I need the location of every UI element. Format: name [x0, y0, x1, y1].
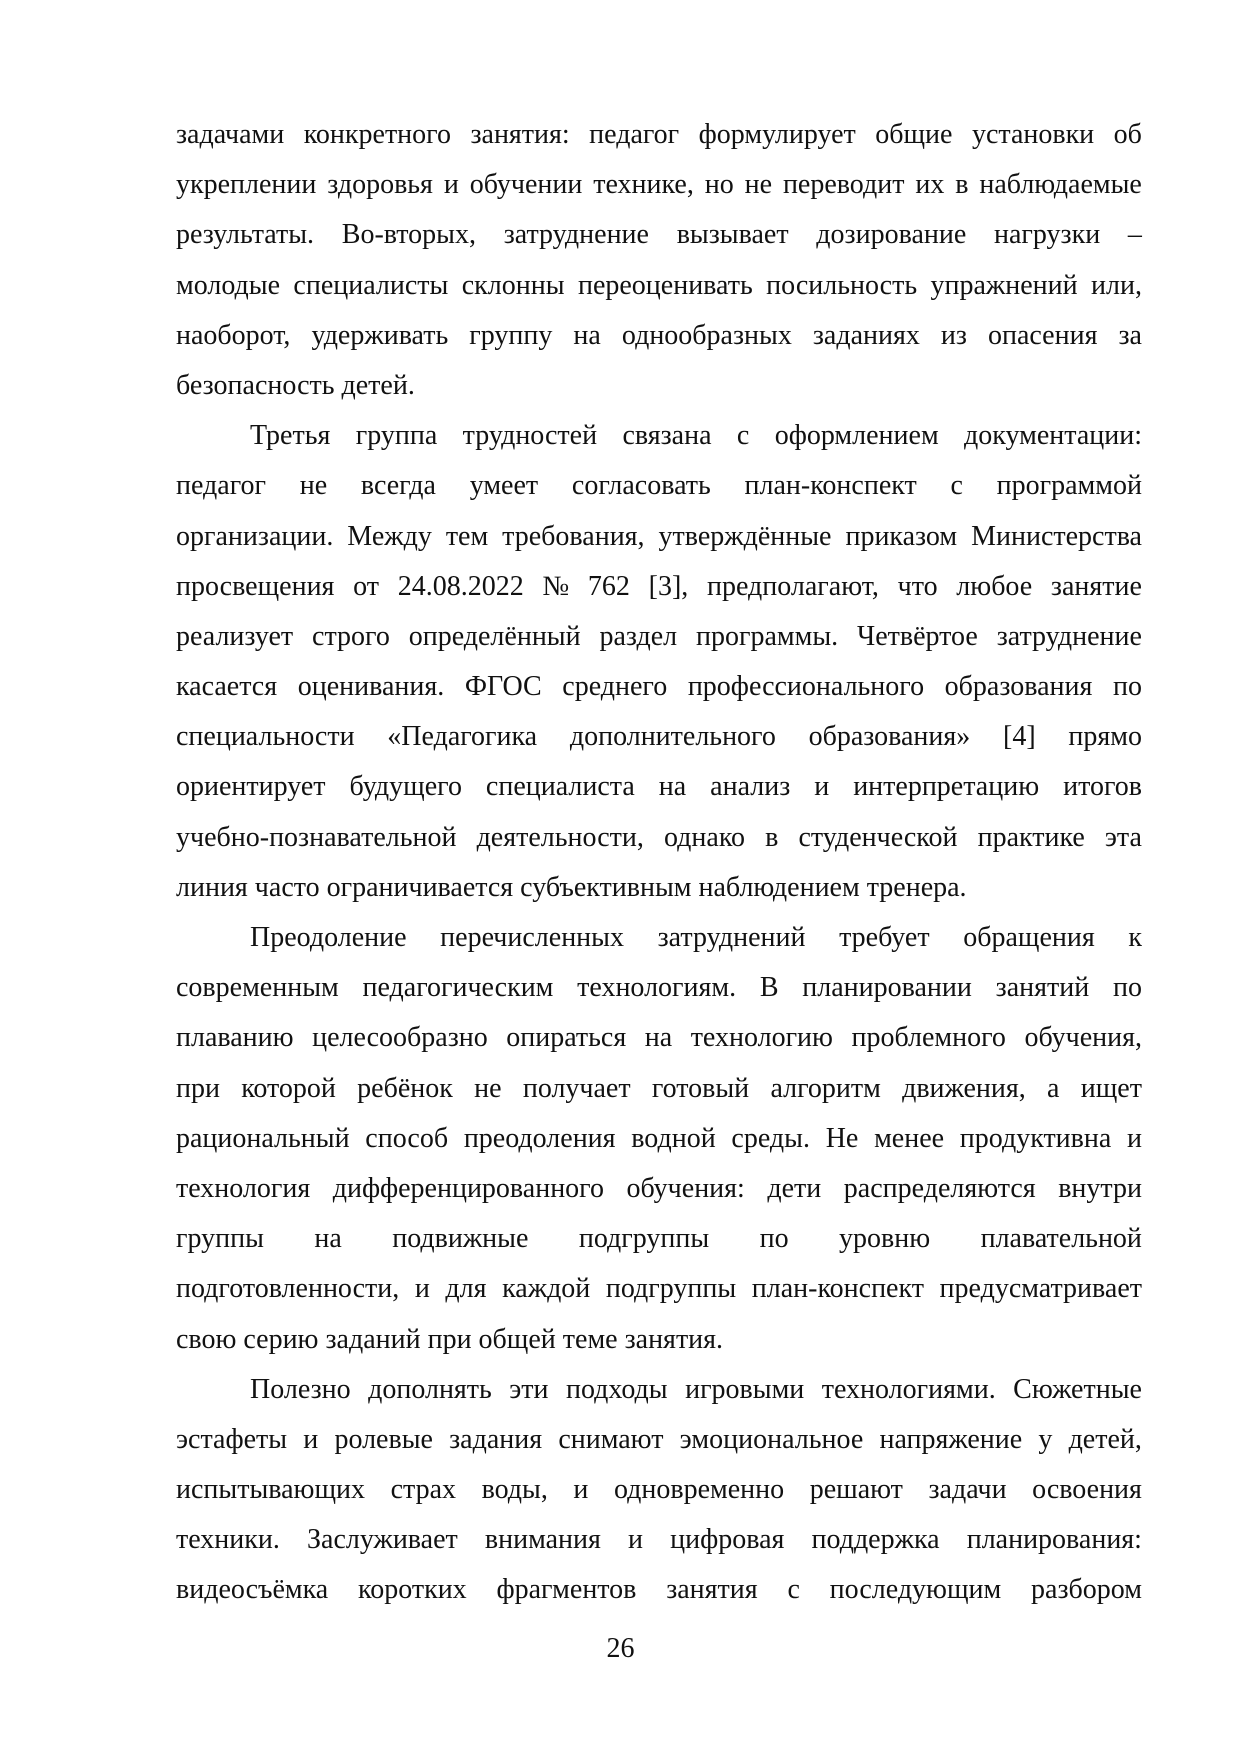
word: с	[736, 420, 750, 452]
word: учебно-познавательной	[176, 821, 457, 853]
word: алгоритм	[770, 1072, 881, 1104]
word: определённый	[408, 620, 581, 652]
word: здоровья	[327, 169, 433, 201]
word: затруднений	[657, 922, 806, 953]
word: испытывающих	[176, 1474, 365, 1506]
word: задачами	[176, 119, 285, 150]
word: не	[299, 470, 328, 502]
word: подвижные	[392, 1223, 529, 1255]
word: переоценивать	[577, 269, 753, 301]
word: их	[915, 169, 945, 201]
word: конкретного	[303, 119, 451, 150]
word: эстафеты	[176, 1423, 288, 1455]
word: от	[353, 570, 380, 602]
word: обучения,	[1024, 1022, 1142, 1054]
word: педагогическим	[362, 972, 554, 1004]
word: при	[176, 1072, 220, 1104]
word: преодоления	[463, 1122, 616, 1154]
text-line	[176, 662, 1142, 712]
word: ФГОС	[464, 671, 542, 703]
word: ролевые	[334, 1423, 433, 1455]
word: Министерства	[971, 520, 1142, 552]
text-line	[176, 110, 1142, 160]
text-line	[176, 512, 1142, 562]
word: с	[787, 1574, 800, 1606]
word: план-конспект	[744, 470, 917, 502]
word: но	[704, 169, 734, 201]
word: занятие	[1050, 570, 1142, 602]
word: планирования:	[966, 1524, 1142, 1556]
word: №	[542, 570, 570, 602]
word: об	[1113, 119, 1142, 150]
word: Полезно	[250, 1373, 351, 1405]
word: что	[897, 570, 938, 602]
word: занятий	[995, 972, 1090, 1004]
word: целесообразно	[312, 1022, 488, 1054]
word: а	[1047, 1072, 1060, 1104]
word: коротких	[358, 1574, 467, 1606]
word: вызывает	[676, 219, 789, 251]
word: по	[1112, 671, 1142, 703]
word: образования»	[808, 721, 971, 753]
word: задания	[449, 1423, 543, 1455]
word: подгруппы	[578, 1223, 710, 1255]
page-number: 26	[606, 1633, 635, 1664]
word: –	[1127, 219, 1142, 251]
word: движения,	[902, 1072, 1026, 1104]
text-line	[176, 261, 1142, 311]
word: утверждённые	[658, 520, 832, 552]
word: 762	[587, 570, 630, 602]
word: и	[814, 771, 830, 803]
word: нагрузки	[994, 219, 1101, 251]
word: заданиях	[812, 319, 920, 351]
word: однообразных	[621, 319, 792, 351]
word: в	[955, 169, 969, 201]
word: детей,	[1068, 1423, 1142, 1455]
text-line	[176, 1415, 1142, 1465]
text-line	[176, 311, 1142, 361]
word: касается	[176, 671, 278, 703]
body-text	[176, 110, 1142, 1616]
word: каждой	[502, 1273, 591, 1305]
text-line: безопасность детей.	[176, 369, 415, 401]
word: страх	[390, 1474, 456, 1506]
text-line	[176, 1465, 1142, 1515]
text-line	[176, 813, 1142, 863]
word: удерживать	[311, 319, 449, 351]
word: Преодоление	[250, 922, 407, 953]
word: трудностей	[462, 420, 598, 452]
word: обращения	[963, 922, 1095, 953]
word: обучения:	[626, 1172, 745, 1204]
word: дети	[767, 1172, 822, 1204]
word: цифровая	[670, 1524, 785, 1556]
word: опасения	[988, 319, 1098, 351]
word: техники.	[176, 1524, 280, 1556]
text-line: линия часто ограничивается субъективным наблюдением тренера.	[176, 871, 967, 903]
word: профессионального	[687, 671, 925, 703]
word: анализ	[710, 771, 791, 803]
word: упражнений	[930, 269, 1078, 301]
word: оформлением	[774, 420, 939, 452]
word: интерпретацию	[853, 771, 1040, 803]
word: реализует	[176, 620, 294, 652]
word: будущего	[349, 771, 462, 803]
word: 24.08.2022	[397, 570, 524, 602]
word: затруднение	[996, 620, 1142, 652]
word: однако	[663, 821, 746, 853]
word: и	[414, 1273, 430, 1305]
word: «Педагогика	[387, 721, 538, 753]
word: задачи	[928, 1474, 1007, 1506]
word: разбором	[1031, 1574, 1142, 1606]
word: Во-вторых,	[341, 219, 476, 251]
word: Третья	[250, 420, 331, 452]
word: снимают	[558, 1423, 664, 1455]
word: опираться	[506, 1022, 627, 1054]
word: любое	[956, 570, 1033, 602]
text-line	[176, 461, 1142, 511]
text-line	[176, 712, 1142, 762]
word: перечисленных	[440, 922, 624, 953]
word: способ	[365, 1122, 449, 1154]
text-line: свою серию заданий при общей теме занятия.	[176, 1323, 724, 1355]
text-line	[176, 1565, 1142, 1615]
word: группу	[469, 319, 553, 351]
word: из	[940, 319, 967, 351]
word: организации.	[176, 520, 334, 552]
word: деятельности,	[476, 821, 644, 853]
word: Между	[347, 520, 432, 552]
word: уровню	[839, 1223, 931, 1255]
word: группа	[355, 420, 438, 452]
word: или,	[1091, 269, 1142, 301]
word: Сюжетные	[1013, 1373, 1142, 1405]
word: дополнительного	[569, 721, 776, 753]
word: молодые	[176, 269, 281, 301]
word: за	[1118, 319, 1142, 351]
word: воды,	[481, 1474, 548, 1506]
word: В	[759, 972, 779, 1004]
word: освоения	[1032, 1474, 1142, 1506]
word: педагог	[176, 470, 266, 502]
word: игровыми	[685, 1373, 805, 1405]
word: на	[658, 771, 687, 803]
text-line	[176, 612, 1142, 662]
word: образования	[944, 671, 1093, 703]
word: общие	[875, 119, 953, 150]
word: переводит	[782, 169, 905, 201]
word: строго	[312, 620, 390, 652]
word: внутри	[1058, 1172, 1142, 1204]
word: планировании	[802, 972, 972, 1004]
word: технологиям.	[577, 972, 737, 1004]
word: Не	[825, 1122, 859, 1154]
word: решают	[809, 1474, 903, 1506]
word: одновременно	[613, 1474, 785, 1506]
word: плаванию	[176, 1022, 294, 1054]
word: ищет	[1080, 1072, 1142, 1104]
word: дополнять	[368, 1373, 492, 1405]
word: эта	[1104, 821, 1142, 853]
word: дозирование	[816, 219, 967, 251]
word: водной	[631, 1122, 716, 1154]
text-line	[176, 1064, 1142, 1114]
word: программы.	[696, 620, 839, 652]
word: наблюдаемые	[979, 169, 1142, 201]
word: требует	[839, 922, 930, 953]
word: согласовать	[571, 470, 711, 502]
word: к	[1128, 922, 1142, 953]
word: подготовленности,	[176, 1273, 400, 1305]
word: распределяются	[843, 1172, 1036, 1204]
word: поддержка	[811, 1524, 940, 1556]
word: [3],	[648, 570, 689, 602]
word: занятия:	[470, 119, 570, 150]
text-line	[176, 1013, 1142, 1063]
text-line	[176, 160, 1142, 210]
word: и	[628, 1524, 643, 1556]
word: плавательной	[980, 1223, 1142, 1255]
word: специальности	[176, 721, 355, 753]
word: и	[303, 1423, 319, 1455]
word: и	[443, 169, 459, 201]
word: итогов	[1063, 771, 1142, 803]
word: раздел	[599, 620, 678, 652]
word: просвещения	[176, 570, 335, 602]
word: результаты.	[176, 219, 315, 251]
word: специалиста	[485, 771, 635, 803]
word: формулирует	[698, 119, 856, 150]
word: эмоциональное	[679, 1423, 864, 1455]
word: подходы	[566, 1373, 668, 1405]
text-line	[176, 1365, 1142, 1415]
word: посильность	[766, 269, 918, 301]
word: группы	[176, 1223, 264, 1255]
word: студенческой	[798, 821, 958, 853]
text-line	[176, 1264, 1142, 1314]
word: не	[744, 169, 773, 201]
word: последующим	[829, 1574, 1002, 1606]
text-line	[176, 1164, 1142, 1214]
word: видеосъёмка	[176, 1574, 329, 1606]
text-line	[176, 411, 1142, 461]
word: технологию	[690, 1022, 833, 1054]
word: технике,	[593, 169, 694, 201]
word: тем	[445, 520, 489, 552]
word: получает	[522, 1072, 631, 1104]
word: по	[1112, 972, 1142, 1004]
word: технологиями.	[821, 1373, 996, 1405]
word: ориентирует	[176, 771, 326, 803]
word: на	[314, 1223, 342, 1255]
text-line	[176, 210, 1142, 260]
word: у	[1038, 1423, 1053, 1455]
word: не	[474, 1072, 502, 1104]
word: занятия	[666, 1574, 758, 1606]
word: ребёнок	[357, 1072, 453, 1104]
word: и	[1127, 1122, 1142, 1154]
word: документации:	[964, 420, 1142, 452]
word: наоборот,	[176, 319, 291, 351]
word: установки	[971, 119, 1095, 150]
word: внимания	[484, 1524, 601, 1556]
word: напряжение	[879, 1423, 1023, 1455]
text-line	[176, 1515, 1142, 1565]
word: Заслуживает	[306, 1524, 458, 1556]
word: среднего	[562, 671, 668, 703]
word: прямо	[1068, 721, 1142, 753]
word: подгруппы	[605, 1273, 737, 1305]
word: педагог	[589, 119, 680, 150]
word: [4]	[1003, 721, 1036, 753]
word: склонны	[461, 269, 565, 301]
word: по	[759, 1223, 789, 1255]
word: на	[573, 319, 601, 351]
word: продуктивна	[959, 1122, 1112, 1154]
word: программой	[996, 470, 1142, 502]
word: предусматривает	[939, 1273, 1142, 1305]
word: укреплении	[176, 169, 317, 201]
word: практике	[977, 821, 1085, 853]
word: требования,	[502, 520, 645, 552]
word: с	[950, 470, 963, 502]
word: на	[644, 1022, 673, 1054]
word: эти	[509, 1373, 549, 1405]
text-line	[176, 762, 1142, 812]
word: затруднение	[503, 219, 649, 251]
word: которой	[241, 1072, 336, 1104]
word: всегда	[360, 470, 436, 502]
word: технология	[176, 1172, 311, 1204]
word: предполагают,	[707, 570, 879, 602]
word: в	[765, 821, 779, 853]
text-line	[176, 1114, 1142, 1164]
word: рациональный	[176, 1122, 350, 1154]
word: дифференцированного	[332, 1172, 604, 1204]
word: и	[573, 1474, 589, 1506]
word: фрагментов	[496, 1574, 637, 1606]
word: современным	[176, 972, 339, 1004]
word: менее	[874, 1122, 945, 1154]
word: умеет	[469, 470, 539, 502]
word: обучении	[469, 169, 583, 201]
word: Четвёртое	[857, 620, 978, 652]
word: связана	[622, 420, 712, 452]
word: приказом	[845, 520, 958, 552]
text-line	[176, 562, 1142, 612]
word: оценивания.	[297, 671, 445, 703]
word: проблемного	[851, 1022, 1006, 1054]
word: готовый	[651, 1072, 750, 1104]
text-line	[176, 913, 1142, 963]
word: для	[445, 1273, 487, 1305]
text-line	[176, 1214, 1142, 1264]
word: специалисты	[293, 269, 449, 301]
word: план-конспект	[751, 1273, 924, 1305]
text-line	[176, 963, 1142, 1013]
word: среды.	[731, 1122, 810, 1154]
